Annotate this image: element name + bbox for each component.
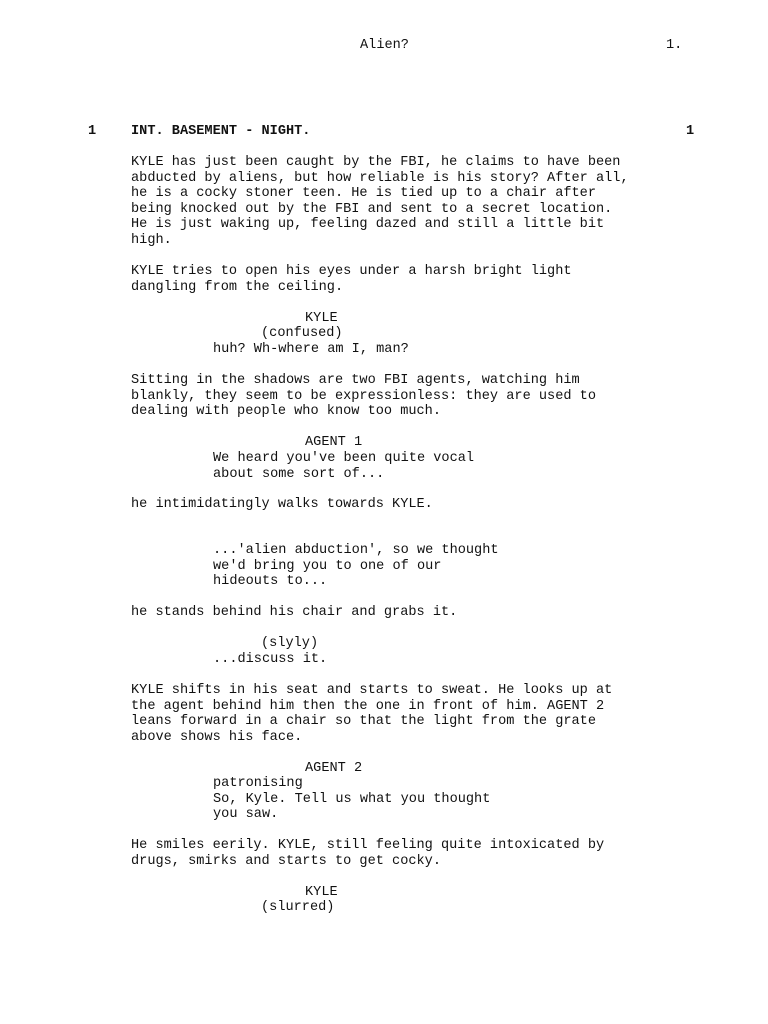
parenthetical: (slyly): [261, 636, 319, 651]
action-block: KYLE tries to open his eyes under a harsh bright light dangling from the ceiling.: [131, 264, 572, 295]
action-block: he stands behind his chair and grabs it.: [131, 605, 458, 620]
character-name: AGENT 2: [305, 761, 363, 776]
dialogue: We heard you've been quite vocal about some sort of...: [213, 451, 475, 482]
parenthetical: (slurred): [261, 900, 335, 915]
dialogue: ...discuss it.: [213, 652, 328, 667]
action-block: KYLE has just been caught by the FBI, he claims to have been abducted by aliens, but how reliable is his story? After all, he is a cocky stoner teen. He is tied up to a chair after being knocked out by the FBI and sent to a secret location. He is just waking up, feeling dazed and still a little bit high.: [131, 155, 629, 248]
action-block: He smiles eerily. KYLE, still feeling quite intoxicated by drugs, smirks and starts to get cocky.: [131, 838, 605, 869]
dialogue: ...'alien abduction', so we thought we'd bring you to one of our hideouts to...: [213, 543, 499, 589]
character-name: KYLE: [305, 885, 338, 900]
character-name: AGENT 1: [305, 435, 363, 450]
scene-heading: INT. BASEMENT - NIGHT.: [131, 124, 311, 139]
dialogue: patronising So, Kyle. Tell us what you thought you saw.: [213, 776, 491, 822]
header-title: Alien?: [360, 38, 409, 53]
dialogue: huh? Wh-where am I, man?: [213, 342, 409, 357]
action-block: KYLE shifts in his seat and starts to sweat. He looks up at the agent behind him then the one in front of him. AGENT 2 leans forward in a chair so that the light from the grate above shows his face.: [131, 683, 613, 745]
action-block: Sitting in the shadows are two FBI agents, watching him blankly, they seem to be expressionless: they are used to dealing with people who know too much.: [131, 373, 596, 419]
scene-number-right: 1: [686, 124, 695, 139]
character-name: KYLE: [305, 311, 338, 326]
page-number: 1.: [666, 38, 683, 53]
parenthetical: (confused): [261, 326, 343, 341]
scene-number-left: 1: [88, 124, 97, 139]
action-block: he intimidatingly walks towards KYLE.: [131, 497, 433, 512]
